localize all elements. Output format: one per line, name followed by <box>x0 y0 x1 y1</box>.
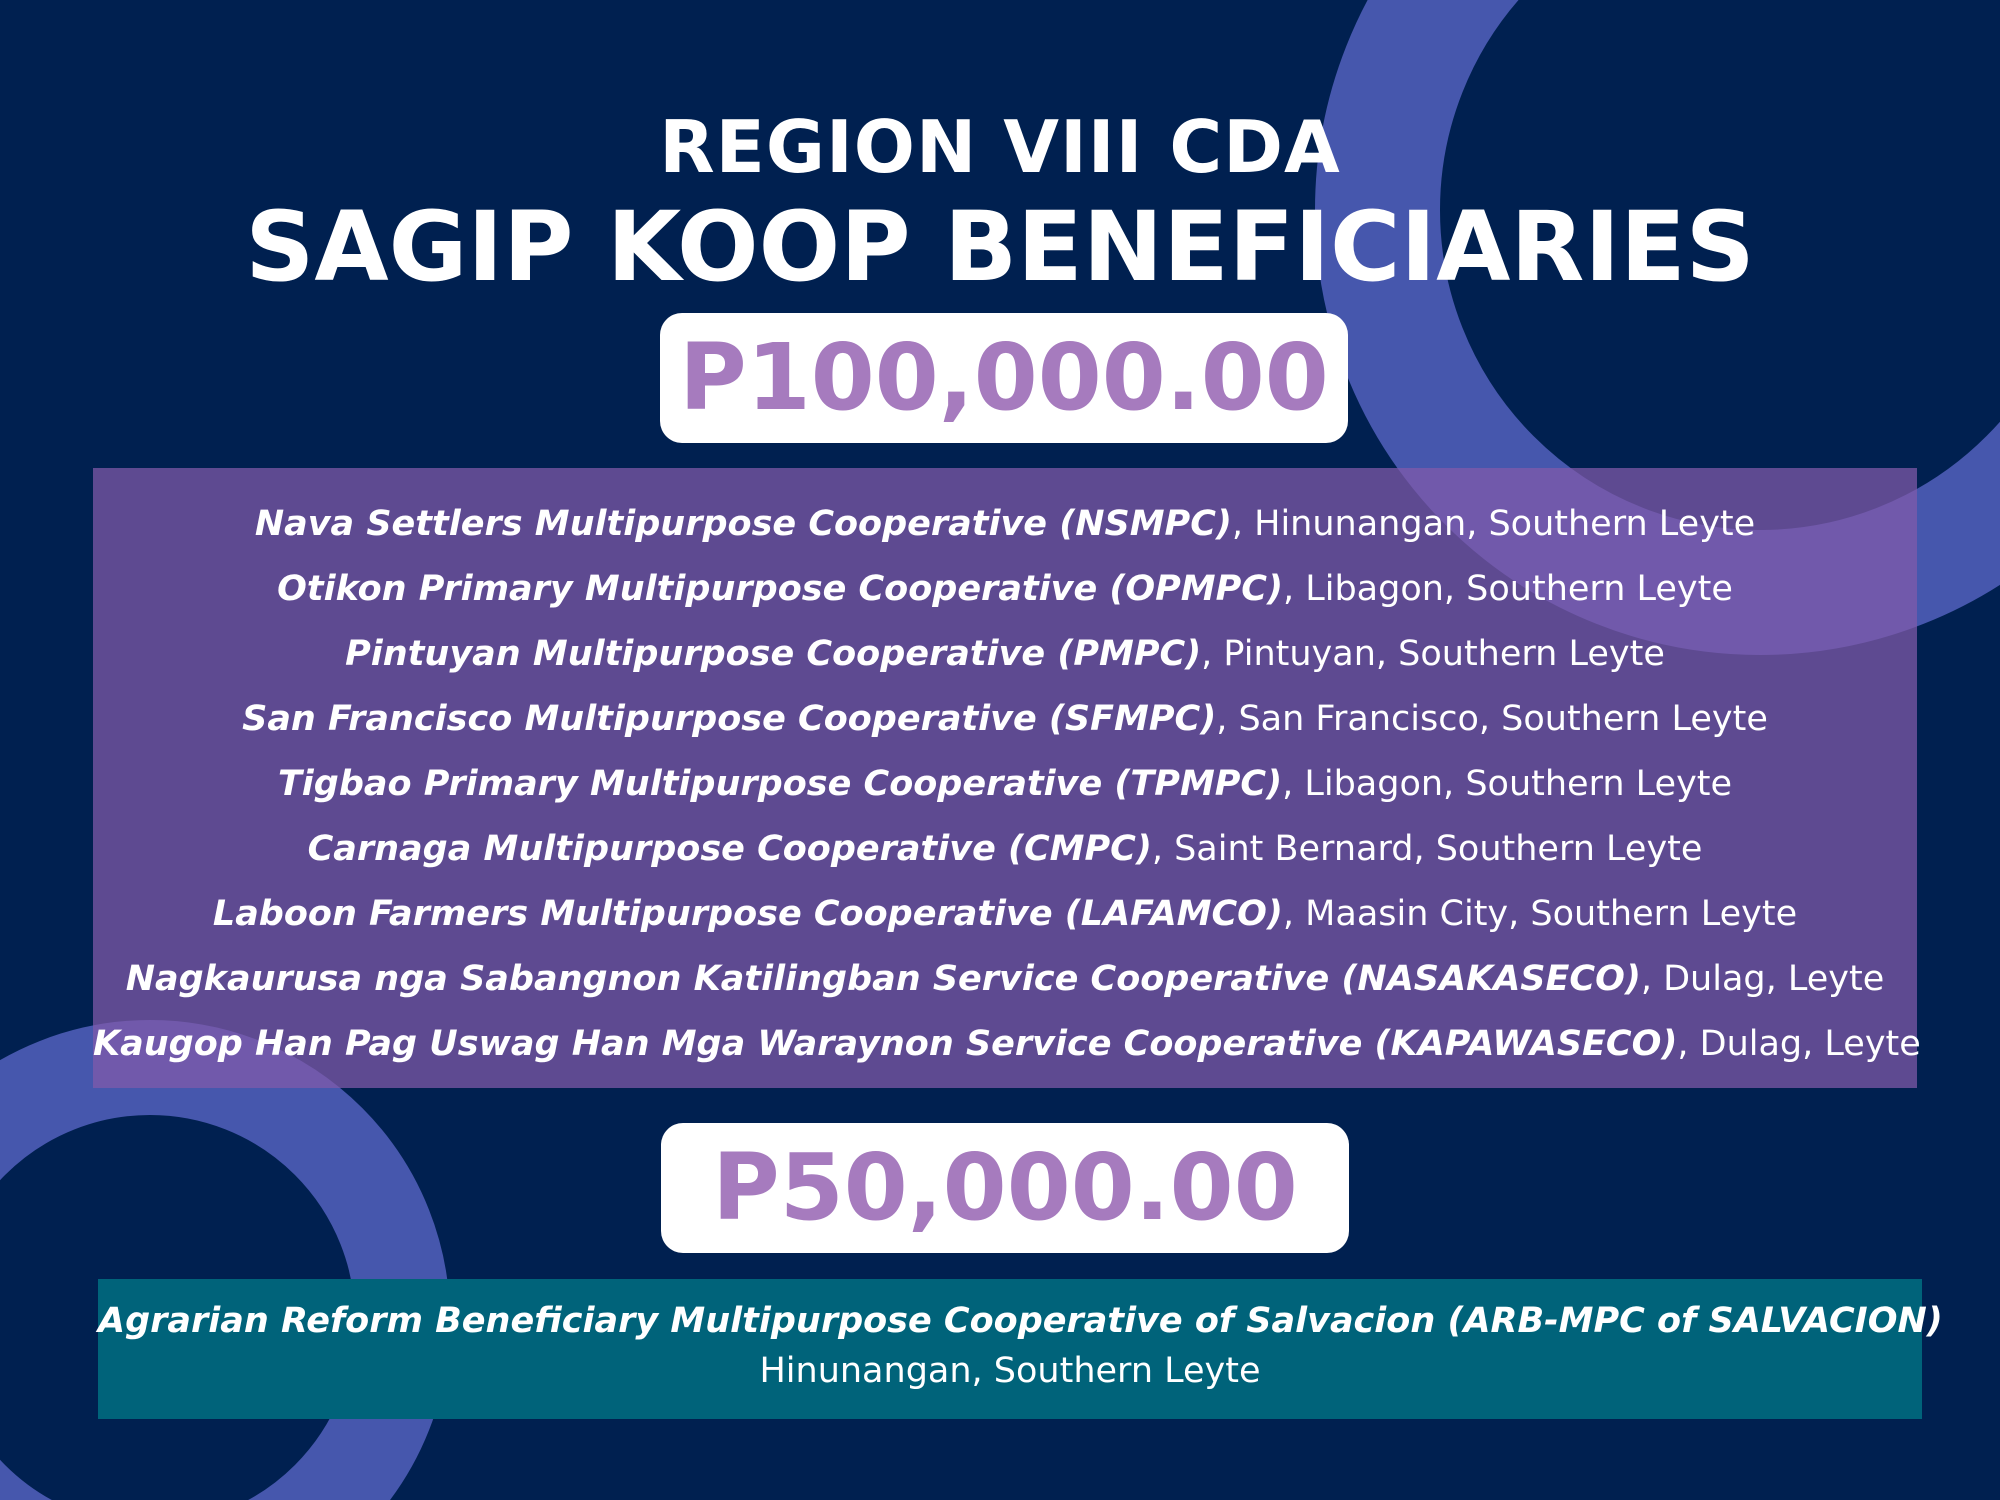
list-item <box>93 492 1917 557</box>
coop-name: Otikon Primary Multipurpose Cooperative (OPMPC) <box>277 569 1283 609</box>
coop-name: Kaugop Han Pag Uswag Han Mga Waraynon Service Cooperative (KAPAWASECO) <box>93 1024 1678 1064</box>
coop-location: , San Francisco, Southern Leyte <box>1216 699 1768 739</box>
beneficiary-list-100k <box>93 468 1921 1088</box>
coop-location: , Libagon, Southern Leyte <box>1282 569 1733 609</box>
list-item <box>93 817 1917 882</box>
coop-name: Tigbao Primary Multipurpose Cooperative (TPMPC) <box>277 764 1283 804</box>
coop-name: Carnaga Multipurpose Cooperative (CMPC) <box>307 829 1152 869</box>
list-item <box>93 947 1917 1012</box>
coop-location: , Dulag, Leyte <box>1640 959 1885 999</box>
coop-location: Hinunangan, Southern Leyte <box>759 1351 1261 1391</box>
coop-name: Agrarian Reform Beneficiary Multipurpose Cooperative of Salvacion (ARB-MPC of SALVACION) <box>98 1301 1943 1341</box>
coop-name: Nagkaurusa nga Sabangnon Katilingban Service Cooperative (NASAKASECO) <box>125 959 1641 999</box>
list-item <box>93 882 1917 947</box>
region-heading: REGION VIII CDA <box>659 105 1341 189</box>
list-item <box>93 687 1917 752</box>
page-title: SAGIP KOOP BENEFICIARIES <box>245 191 1755 303</box>
coop-name: Nava Settlers Multipurpose Cooperative (NSMPC) <box>254 504 1232 544</box>
coop-location: , Libagon, Southern Leyte <box>1282 764 1733 804</box>
coop-location: , Saint Bernard, Southern Leyte <box>1151 829 1703 869</box>
coop-location: , Hinunangan, Southern Leyte <box>1231 504 1756 544</box>
amount-badge-50k: P50,000.00 <box>661 1123 1349 1253</box>
coop-name: San Francisco Multipurpose Cooperative (SFMPC) <box>242 699 1217 739</box>
coop-location: , Dulag, Leyte <box>1677 1024 1921 1064</box>
coop-location: , Pintuyan, Southern Leyte <box>1201 634 1665 674</box>
beneficiary-panel-50k <box>98 1279 1943 1419</box>
amount-badge-100k: P100,000.00 <box>660 313 1348 443</box>
list-item <box>93 622 1917 687</box>
decorative-ring-bottom-left <box>0 1020 450 1500</box>
list-item <box>93 752 1917 817</box>
coop-name: Laboon Farmers Multipurpose Cooperative (LAFAMCO) <box>212 894 1283 934</box>
list-item <box>93 557 1917 622</box>
coop-name: Pintuyan Multipurpose Cooperative (PMPC) <box>345 634 1202 674</box>
list-item <box>93 1012 1921 1077</box>
coop-location: , Maasin City, Southern Leyte <box>1282 894 1798 934</box>
